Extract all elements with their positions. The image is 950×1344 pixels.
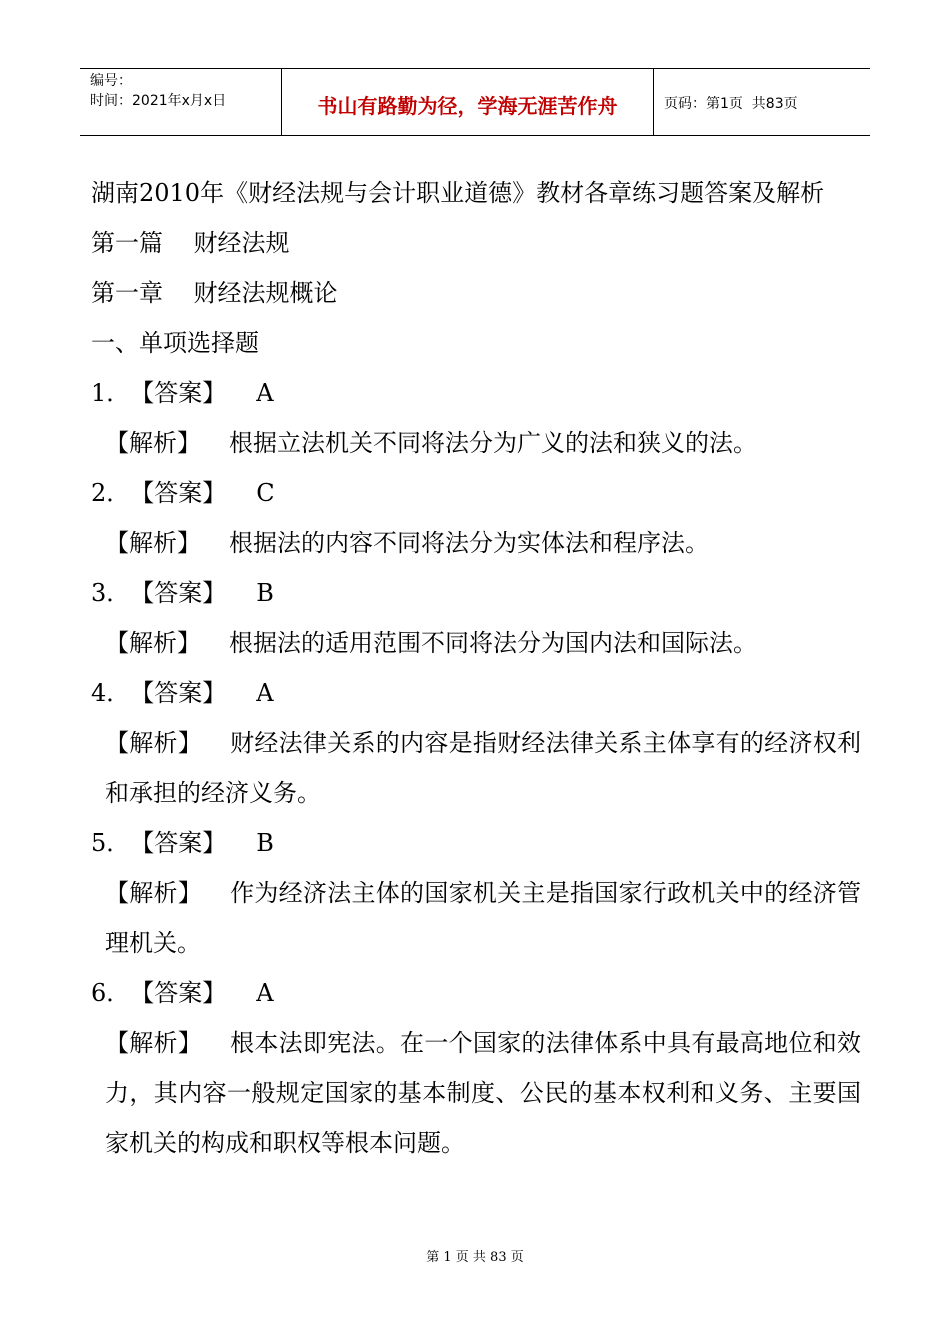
answer-label: 【答案】	[130, 679, 227, 707]
answer-row-2	[91, 468, 861, 518]
answer-label: 【答案】	[130, 979, 227, 1007]
item-number: 3．	[91, 579, 131, 607]
explanation-row-1	[91, 418, 861, 468]
answer-value: A	[256, 979, 274, 1007]
answer-label: 【答案】	[130, 829, 227, 857]
explanation-row-5	[91, 868, 861, 968]
explanation-text: 根据立法机关不同将法分为广义的法和狭义的法。	[229, 429, 757, 457]
explanation-row-2	[91, 518, 861, 568]
explanation-text: 财经法律关系的内容是指财经法律关系主体享有的经济权利和承担的经济义务。	[105, 729, 862, 807]
page-header	[80, 68, 870, 136]
answer-value: B	[256, 579, 274, 607]
item-number: 2．	[91, 479, 131, 507]
explanation-row-3	[91, 618, 861, 668]
answer-label: 【答案】	[130, 579, 227, 607]
chapter-heading: 第一章 财经法规概论	[91, 279, 338, 307]
header-meta	[80, 69, 282, 135]
answer-row-3	[91, 568, 861, 618]
header-motto: 书山有路勤为径，学海无涯苦作舟	[282, 69, 654, 135]
answer-label: 【答案】	[130, 479, 227, 507]
explanation-text: 作为经济法主体的国家机关主是指国家行政机关中的经济管理机关。	[105, 879, 862, 957]
document-body	[91, 168, 861, 1168]
explanation-label: 【解析】	[105, 1029, 203, 1057]
header-page-info	[654, 69, 870, 135]
answer-row-1	[91, 368, 861, 418]
serial-number-label: 编号：	[90, 73, 132, 89]
answer-value: A	[256, 379, 274, 407]
date-label: 时间：2021年x月x日	[90, 93, 227, 109]
explanation-label: 【解析】	[105, 729, 203, 757]
item-number: 6．	[91, 979, 131, 1007]
answer-label: 【答案】	[130, 379, 227, 407]
page-info-text: 页码：第1页 共83页	[664, 96, 798, 112]
explanation-row-6	[91, 1018, 861, 1168]
answer-row-4	[91, 668, 861, 718]
explanation-text: 根据法的适用范围不同将法分为国内法和国际法。	[229, 629, 757, 657]
part-heading: 第一篇 财经法规	[91, 229, 290, 257]
item-number: 4．	[91, 679, 131, 707]
document-title: 湖南2010年《财经法规与会计职业道德》教材各章练习题答案及解析	[91, 179, 825, 207]
explanation-text: 根本法即宪法。在一个国家的法律体系中具有最高地位和效力，其内容一般规定国家的基本制度、公民的基本权利和义务、主要国家机关的构成和职权等根本问题。	[105, 1029, 862, 1157]
footer-page-number: 第 1 页 共 83 页	[426, 1250, 524, 1265]
explanation-text: 根据法的内容不同将法分为实体法和程序法。	[229, 529, 709, 557]
answer-value: C	[256, 479, 275, 507]
explanation-label: 【解析】	[105, 879, 203, 907]
section-heading: 一、单项选择题	[91, 329, 259, 357]
answer-row-6	[91, 968, 861, 1018]
explanation-label: 【解析】	[105, 429, 201, 457]
page-footer	[0, 1246, 950, 1265]
answer-value: B	[256, 829, 274, 857]
item-number: 5．	[91, 829, 131, 857]
explanation-label: 【解析】	[105, 629, 201, 657]
explanation-row-4	[91, 718, 861, 818]
item-number: 1．	[91, 379, 131, 407]
explanation-label: 【解析】	[105, 529, 201, 557]
answer-value: A	[256, 679, 274, 707]
answer-row-5	[91, 818, 861, 868]
